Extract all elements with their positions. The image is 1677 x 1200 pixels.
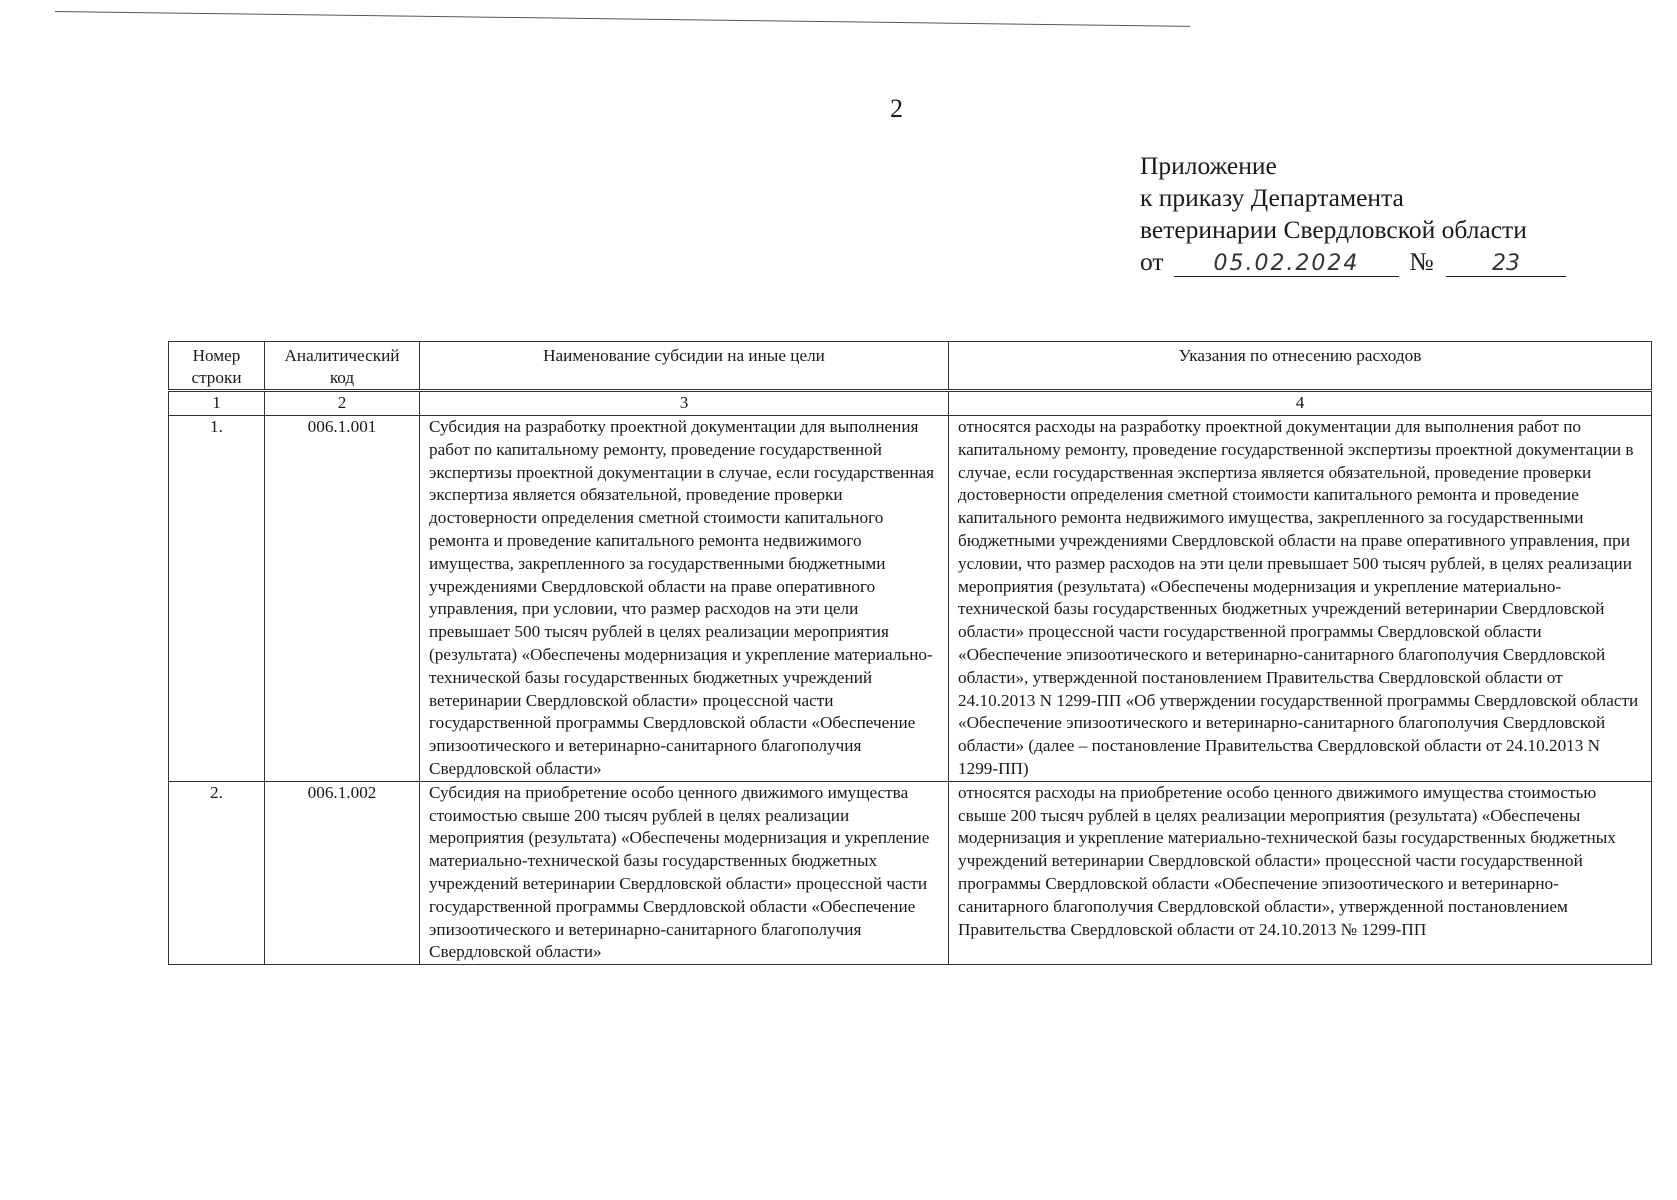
expense-instruction: относятся расходы на приобретение особо ценного движимого имущества стоимостью свыше 200 тысяч рублей в целях реализации мероприятия (результата) «Обеспечены модернизация и укрепление материально-технической базы государственных бюджетных учреждений ветеринарии Свердловской области» процессной части государственной программы Свердловской области «Обеспечение эпизоотического и ветеринарно-санитарного благополучия Свердловской области», утвержденной постановлением Правительства Свердловской области от 24.10.2013 № 1299-ПП (949, 781, 1652, 964)
appendix-date-line (1140, 246, 1566, 278)
handwritten-date: 05.02.2024 (1174, 252, 1399, 277)
header-row-number: Номер строки (169, 342, 265, 391)
column-number: 4 (949, 391, 1652, 416)
header-expense-instructions: Указания по отнесению расходов (949, 342, 1652, 391)
handwritten-number: 23 (1446, 252, 1566, 277)
appendix-order-line: к приказу Департамента (1140, 183, 1404, 212)
number-prefix: № (1409, 247, 1434, 276)
subsidy-name: Субсидия на приобретение особо ценного движимого имущества стоимостью свыше 200 тысяч рублей в целях реализации мероприятия (результата) «Обеспечены модернизация и укрепление материально-технической базы государственных бюджетных учреждений ветеринарии Свердловской области» процессной части государственной программы Свердловской области «Обеспечение эпизоотического и ветеринарно-санитарного благополучия Свердловской области» (420, 781, 949, 964)
expense-instruction: относятся расходы на разработку проектной документации для выполнения работ по капитальному ремонту, проведение государственной экспертизы проектной документации в случае, если государственная экспертиза является обязательной, проведение проверки достоверности определения сметной стоимости капитального ремонта и проведение капитального ремонта недвижимого имущества, закрепленного за государственными бюджетными учреждениями Свердловской области на праве оперативного управления, при условии, что размер расходов на эти цели превышает 500 тысяч рублей, в целях реализации мероприятия (результата) «Обеспечены модернизация и укрепление материально-технической базы государственных бюджетных учреждений ветеринарии Свердловской области» процессной части государственной программы Свердловской области «Обеспечение эпизоотического и ветеринарно-санитарного благополучия Свердловской области», утвержденной постановлением Правительства Свердловской области от 24.10.2013 N 1299-ПП «Об утверждении государственной программы Свердловской области «Обеспечение эпизоотического и ветеринарно-санитарного благополучия Свердловской области» (далее – постановление Правительства Свердловской области от 24.10.2013 N 1299-ПП) (949, 416, 1652, 782)
date-prefix: от (1140, 247, 1164, 276)
table-row (169, 416, 1652, 782)
appendix-title: Приложение (1140, 151, 1277, 180)
analytic-code: 006.1.001 (265, 416, 420, 782)
page-number: 2 (890, 94, 903, 123)
row-number: 2. (169, 781, 265, 964)
subsidy-name: Субсидия на разработку проектной документации для выполнения работ по капитальному ремонту, проведение государственной экспертизы проектной документации в случае, если государственная экспертиза является обязательной, проведение проверки достоверности определения сметной стоимости капитального ремонта и проведение капитального ремонта недвижимого имущества, закрепленного за государственными бюджетными учреждениями Свердловской области на праве оперативного управления, при условии, что размер расходов на эти цели превышает 500 тысяч рублей в целях реализации мероприятия (результата) «Обеспечены модернизация и укрепление материально-технической базы государственных бюджетных учреждений ветеринарии Свердловской области» процессной части государственной программы Свердловской области «Обеспечение эпизоотического и ветеринарно-санитарного благополучия Свердловской области» (420, 416, 949, 782)
column-number: 2 (265, 391, 420, 416)
appendix-department-line: ветеринарии Свердловской области (1140, 215, 1527, 244)
column-number-row (169, 391, 1652, 416)
table-row (169, 781, 1652, 964)
appendix-block (1140, 150, 1566, 278)
column-number: 3 (420, 391, 949, 416)
subsidy-table (168, 341, 1652, 965)
header-subsidy-name: Наименование субсидии на иные цели (420, 342, 949, 391)
row-number: 1. (169, 416, 265, 782)
top-scan-rule (55, 11, 1190, 27)
column-number: 1 (169, 391, 265, 416)
table-header-row (169, 342, 1652, 391)
header-analytic-code: Аналитический код (265, 342, 420, 391)
analytic-code: 006.1.002 (265, 781, 420, 964)
